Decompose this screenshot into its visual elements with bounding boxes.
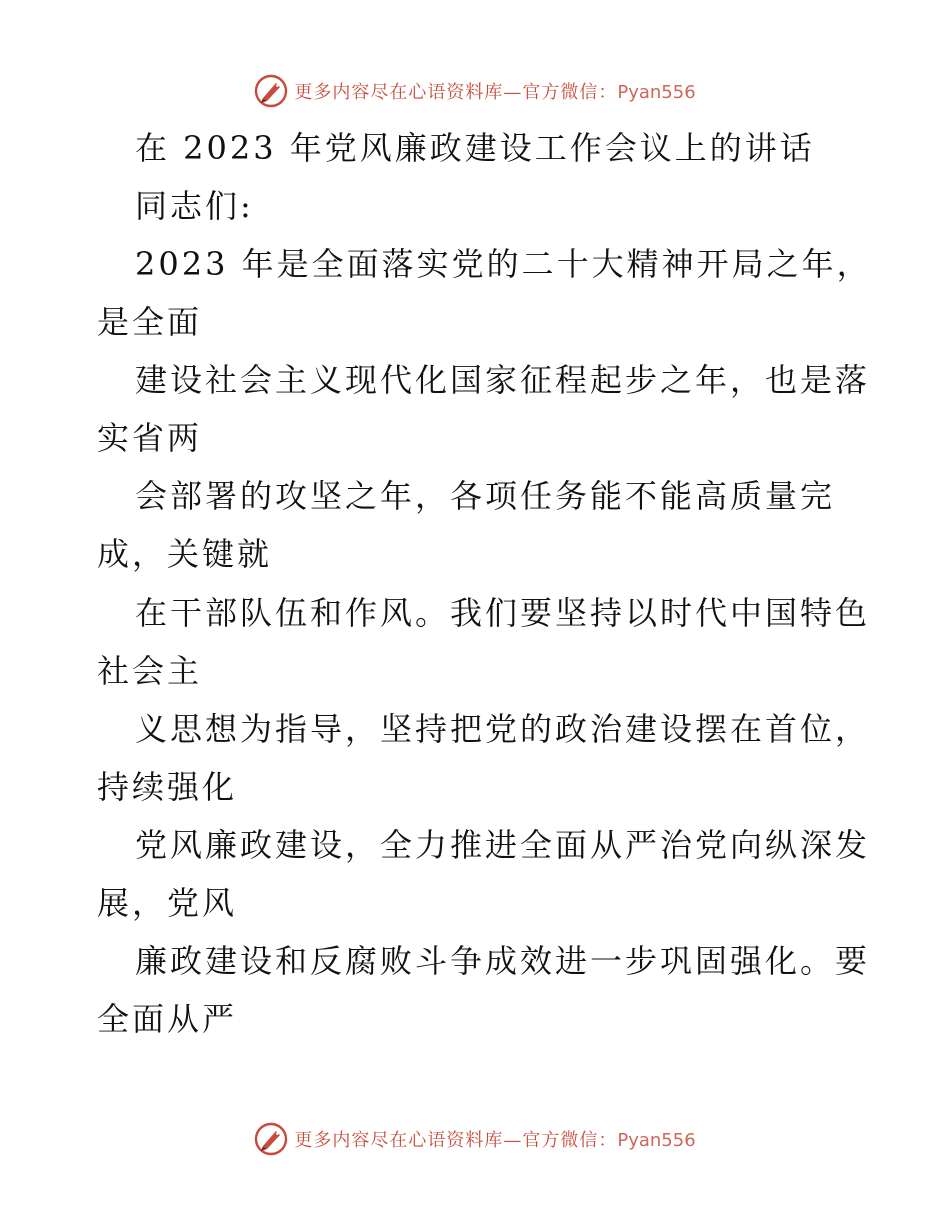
- paragraph-line: 全面从严: [97, 1000, 238, 1038]
- footer-watermark: [0, 1119, 950, 1159]
- pen-logo-icon: [254, 74, 288, 108]
- watermark-text: 更多内容尽在心语资料库—官方微信：Pyan556: [294, 1130, 696, 1151]
- paragraph-line: 2023 年是全面落实党的二十大精神开局之年，: [135, 245, 872, 283]
- paragraph-line: 建设社会主义现代化国家征程起步之年，也是落: [135, 361, 871, 399]
- paragraph-line: 展，党风: [97, 884, 238, 922]
- paragraph-line: 党风廉政建设，全力推进全面从严治党向纵深发: [135, 826, 871, 864]
- paragraph-line: 持续强化: [97, 768, 238, 806]
- wechat-id: Pyan556: [617, 1130, 696, 1151]
- wechat-id: Pyan556: [617, 82, 696, 103]
- paragraph-line: 成，关键就: [97, 535, 273, 573]
- paragraph-line: 廉政建设和反腐败斗争成效进一步巩固强化。要: [135, 942, 871, 980]
- paragraph-line: 会部署的攻坚之年，各项任务能不能高质量完: [135, 477, 836, 515]
- paragraph-line: 义思想为指导，坚持把党的政治建设摆在首位，: [135, 710, 871, 748]
- header-watermark: [0, 71, 950, 111]
- paragraph-line: 是全面: [97, 303, 203, 341]
- paragraph-line: 社会主: [97, 652, 203, 690]
- document-title: 在 2023 年党风廉政建设工作会议上的讲话: [135, 129, 815, 167]
- pen-logo-icon: [254, 1122, 288, 1156]
- paragraph-line: 在干部队伍和作风。我们要坚持以时代中国特色: [135, 594, 871, 632]
- paragraph-line: 实省两: [97, 419, 203, 457]
- salutation: 同志们:: [135, 187, 254, 225]
- watermark-text: 更多内容尽在心语资料库—官方微信：Pyan556: [294, 82, 696, 103]
